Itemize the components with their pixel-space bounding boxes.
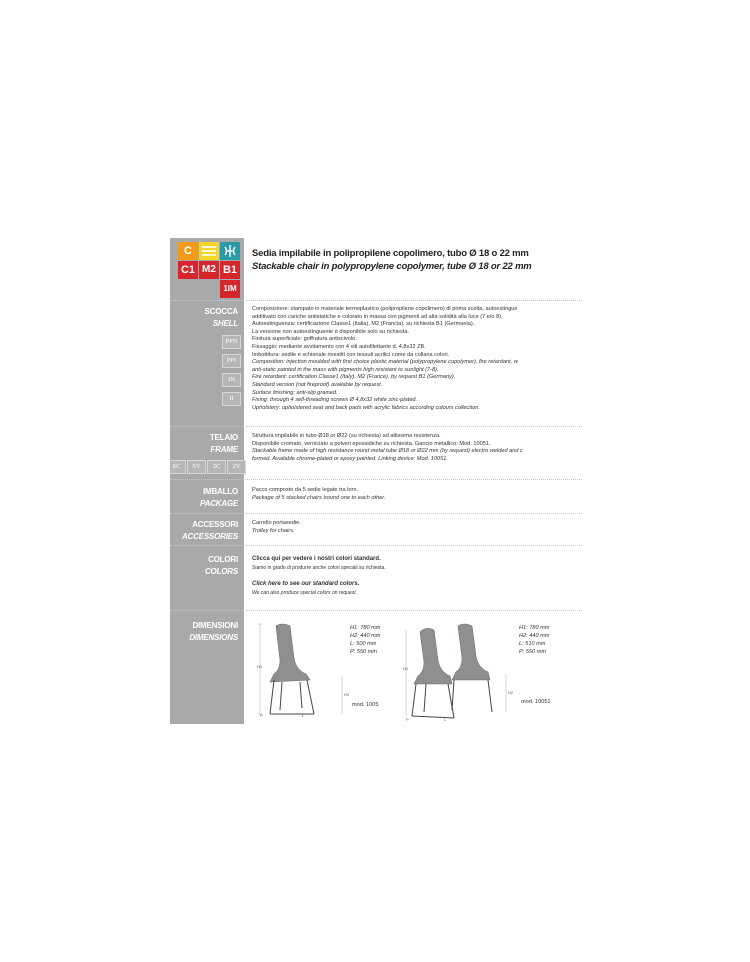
- section-label-package: IMBALLO PACKAGE: [199, 487, 238, 508]
- shell-option-ppn: PPN: [222, 335, 241, 349]
- frame-option-sc: SC: [170, 460, 186, 474]
- divider: [170, 545, 582, 546]
- chair-single-model: mod. 1005: [352, 702, 379, 708]
- badge-m2: M2: [199, 261, 219, 279]
- snowflake-icon: [220, 242, 240, 260]
- shell-option-ppi: PPI: [222, 354, 241, 368]
- chair-linked-specs: H1: 780 mm H2: 440 mm L: 510 mm P: 550 mm: [519, 625, 550, 655]
- badge-c1: C1: [178, 261, 198, 279]
- section-label-frame: TELAIO FRAME: [209, 433, 238, 454]
- section-label-shell: SCOCCA SHELL: [204, 307, 238, 328]
- axis-label-p: P: [406, 717, 409, 722]
- chair-linked-model: mod. 10051: [521, 699, 551, 705]
- axis-label-h2: H2: [508, 690, 514, 695]
- frame-description: Struttura impilabile in tubo Ø18 or Ø22 (su richiesta) ad altissima resistenza. Disponibile cromato, verniciato a polveri epossidiche su richiesta. Gancio metallico: Mod. 10051. Stackable frame made of high resistance round metal tube Ø18 or Ø22 mm (by request) electro welded and c formed. Available chrome-plated or epoxy painted. Linking device: Mod. 10051.: [252, 433, 523, 462]
- axis-label-l: L: [302, 713, 305, 718]
- axis-label-h1: H1: [257, 664, 263, 669]
- colors-link-english[interactable]: Click here to see our standard colors.: [252, 581, 360, 587]
- shell-option-in: IN: [222, 373, 241, 387]
- frame-option-sv: SV: [187, 460, 206, 474]
- axis-label-h2: H2: [344, 692, 350, 697]
- axis-label-l: L: [444, 717, 447, 722]
- divider: [170, 513, 582, 514]
- section-label-colors: COLORI COLORS: [204, 555, 238, 576]
- frame-option-2c: 2C: [207, 460, 226, 474]
- accessories-description: Carrello portasedie. Trolley for chairs.: [252, 520, 301, 534]
- chair-single-drawing: [252, 618, 352, 718]
- shell-description: Composizione: stampato in materiale termoplastico (polipropilene copolimero) di prima scelta, autoestingue additivato con cariche antistatiche e colorato in massa con pigmenti ad alta solidità alla luce (7 e/o 8). Autoestinguenza: certificazione Classe1 (Italia), M2 (Francia), su richiesta B1 (Germania). La versione non autoestinguente è disponibile solo su richiesta. Finitura superficiale: goffratura antiscivolo. Fissaggio: mediante avvitamento con 4 viti autofilettante d. 4,8x32 ZB. Imbottitura: sedile e schienale rivestiti con tessuti acrilici come da collana colori. Composition: injection moulded with first choice plastic material (polypropylene copolymer), fire retardant, w anti-static painted in the mass with pigments high resistant to sunlight (7-8). Fire retardant: certification Classe1 (Italy), M2 (France), by request B1 (Germany). Standard version (not fireproof) available by request. Surface finishing: anti-slip grained. Fixing: through 4 self-threading screws Ø 4,8x32 white zinc-plated. Upholstery: upholstered seat and back pads with acrylic fabrics according colours collection.: [252, 306, 518, 411]
- section-label-dimensions: DIMENSIONI DIMENSIONS: [189, 621, 238, 642]
- shell-option-ii: II: [222, 392, 241, 406]
- product-sheet: [170, 238, 582, 724]
- colors-link-italian[interactable]: Clicca qui per vedere i nostri colori standard.: [252, 556, 381, 562]
- axis-label-p: P: [260, 713, 263, 718]
- badge-1im: 1IM: [220, 280, 240, 298]
- chair-single-specs: H1: 780 mm H2: 440 mm L: 500 mm P: 550 mm: [350, 625, 381, 655]
- colors-description: Clicca qui per vedere i nostri colori standard. Siamo in grado di produrre anche colori speciali su richiesta. Click here to see our standard colors. We can also produce special colors on request.: [252, 556, 386, 596]
- frame-options: [170, 460, 247, 474]
- divider: [170, 610, 582, 611]
- badge-c: C: [178, 242, 198, 260]
- badge-b1: B1: [220, 261, 240, 279]
- title-italian: Sedia impilabile in polipropilene copolimero, tubo Ø 18 o 22 mm: [252, 248, 529, 259]
- divider: [170, 300, 582, 301]
- divider: [170, 426, 582, 427]
- chair-linked-drawing: [402, 618, 514, 722]
- divider: [170, 479, 582, 480]
- axis-label-h1: H1: [403, 666, 409, 671]
- frame-option-2v: 2V: [227, 460, 246, 474]
- section-label-accessories: ACCESSORI ACCESSORIES: [181, 520, 238, 541]
- title-english: Stackable chair in polypropylene copolymer, tube Ø 18 or 22 mm: [252, 261, 532, 272]
- package-description: Pacco composto da 5 sedie legate tra loro. Package of 5 stacked chairs bound one to each other.: [252, 487, 386, 501]
- flame-lines-icon: [199, 242, 219, 260]
